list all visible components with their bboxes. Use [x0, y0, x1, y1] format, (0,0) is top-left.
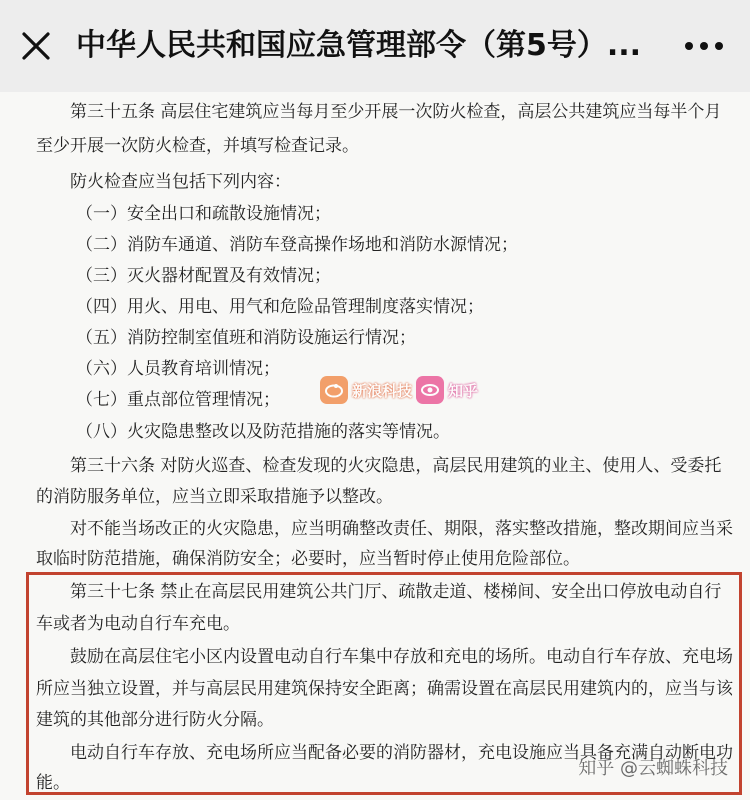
watermark-text: 新浪科技 [352, 381, 413, 400]
doc-line: 第三十六条 对防火巡查、检查发现的火灾隐患，高层民用建筑的业主、使用人、受委托 [70, 456, 722, 476]
doc-line: 防火检查应当包括下列内容： [70, 172, 291, 192]
doc-line: 第三十七条 禁止在高层民用建筑公共门厅、疏散走道、楼梯间、安全出口停放电动自行 [70, 582, 722, 602]
watermark-text: 知乎 [448, 381, 479, 400]
doc-line: （五）消防控制室值班和消防设施运行情况； [76, 328, 416, 348]
doc-line: 至少开展一次防火检查，并填写检查记录。 [36, 136, 359, 156]
doc-line: 所应当独立设置，并与高层民用建筑保持安全距离；确需设置在高层民用建筑内的，应当与该 [36, 679, 733, 699]
document-image [0, 92, 750, 800]
doc-line: （一）安全出口和疏散设施情况； [76, 204, 331, 224]
doc-line: （六）人员教育培训情况； [76, 359, 280, 379]
doc-line: （三）灭火器材配置及有效情况； [76, 266, 331, 286]
eye-logo-icon [416, 376, 444, 404]
doc-line: 能。 [36, 773, 70, 793]
more-icon [684, 41, 724, 51]
title-bar [0, 0, 750, 92]
sina-logo-icon [320, 376, 348, 404]
doc-line: （八）火灾隐患整改以及防范措施的落实等情况。 [76, 422, 450, 442]
doc-line: 车或者为电动自行车充电。 [36, 614, 240, 634]
page-title: 中华人民共和国应急管理部令（第5号）... [76, 28, 642, 63]
doc-line: 取临时防范措施，确保消防安全；必要时，应当暂时停止使用危险部位。 [36, 549, 580, 569]
doc-line: 建筑的其他部分进行防火分隔。 [36, 710, 274, 730]
doc-line: 鼓励在高层住宅小区内设置电动自行车集中存放和充电的场所。电动自行车存放、充电场 [70, 647, 733, 667]
doc-line: （四）用火、用电、用气和危险品管理制度落实情况； [76, 297, 484, 317]
doc-line: 电动自行车存放、充电场所应当配备必要的消防器材，充电设施应当具备充满自动断电功 [70, 743, 733, 763]
doc-line: 对不能当场改正的火灾隐患，应当明确整改责任、期限，落实整改措施，整改期间应当采 [70, 519, 733, 539]
doc-line: （七）重点部位管理情况； [76, 390, 280, 410]
center-watermark [320, 375, 478, 405]
doc-line: 的消防服务单位，应当立即采取措施予以整改。 [36, 487, 393, 507]
more-button[interactable] [682, 30, 726, 62]
doc-line: 第三十五条 高层住宅建筑应当每月至少开展一次防火检查，高层公共建筑应当每半个月 [70, 102, 722, 122]
close-button[interactable] [18, 28, 54, 64]
doc-line: （二）消防车通道、消防车登高操作场地和消防水源情况； [76, 235, 518, 255]
close-icon [21, 31, 51, 61]
corner-watermark: 知乎 @云蜘蛛科技 [578, 758, 728, 779]
